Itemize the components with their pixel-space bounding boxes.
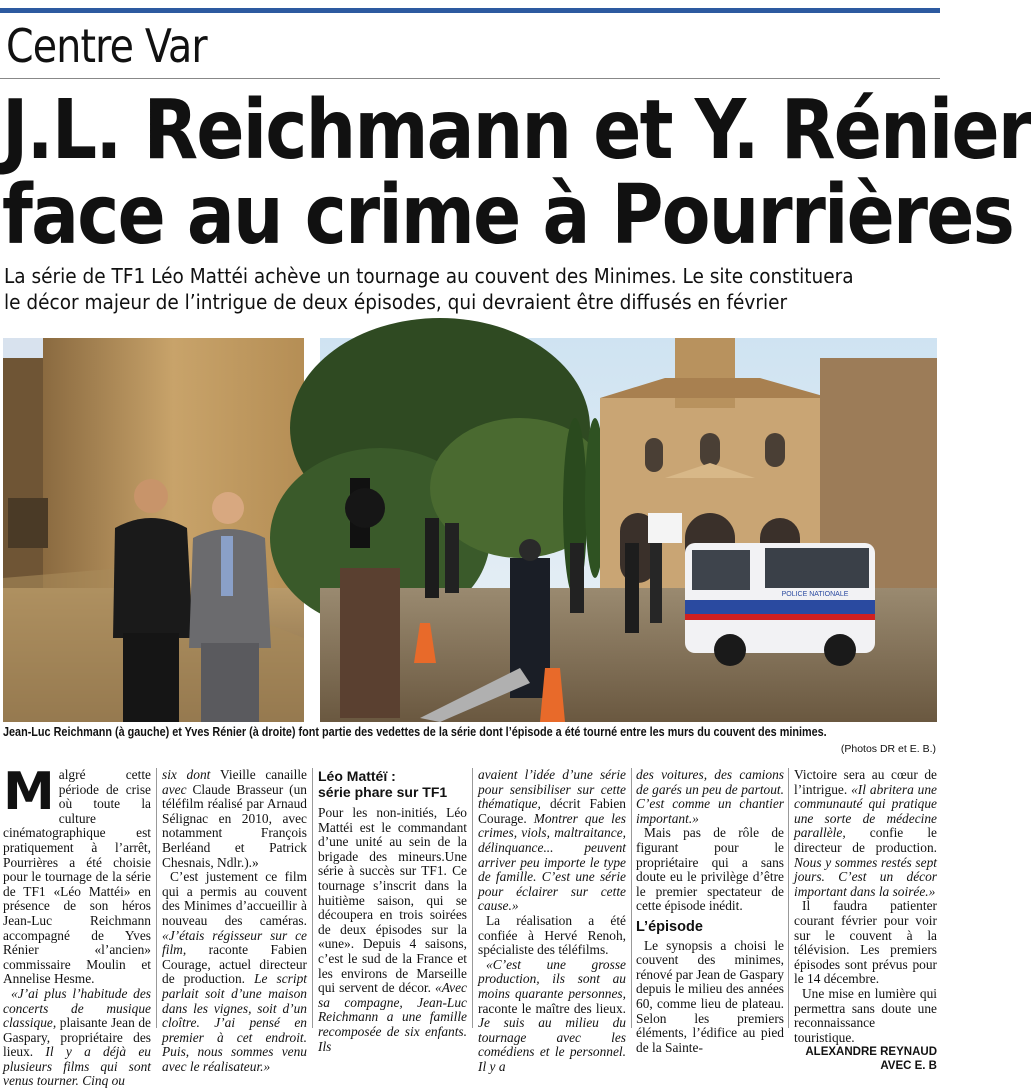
subheadline-line-1: La série de TF1 Léo Mattéi achève un tournage au couvent des Minimes. Le site constituera xyxy=(4,264,854,288)
top-color-bar xyxy=(0,8,940,13)
van-label: POLICE NATIONALE xyxy=(781,591,849,598)
author-signature: ALEXANDRE REYNAUD AVEC E. B xyxy=(805,1046,937,1073)
column-divider xyxy=(312,768,313,1028)
paragraph: Le synopsis a choisi le couvent des minimes, rénové par Jean de Gaspary depuis le milieu des années 60, comme lieu de plateau. Selon les premiers éléments, l’édifice au pied de la Sainte- xyxy=(636,937,784,1055)
paragraph: «J’ai plus l’habitude des concerts de musique classique, plaisante Jean de Gaspary, propriétaire des lieux. Il y a déjà eu plusieurs films qui sont venus tourner. Cinq ou xyxy=(3,985,151,1089)
article-column-1 xyxy=(3,762,151,1089)
column-divider xyxy=(788,768,789,1028)
photo-actors xyxy=(3,338,304,722)
paragraph: avaient l’idée d’une série pour sensibiliser sur cette thématique, décrit Fabien Courage. Montrer que les crimes, viols, maltraitance, délinquance... peuvent arriver peu importe le type de famille. C’est une série pour éclairer sur cette cause.» xyxy=(478,767,627,914)
article-column-5 xyxy=(636,767,784,1055)
column-divider xyxy=(631,768,632,1028)
section-subheading: L’épisode xyxy=(636,918,703,935)
paragraph: C’est justement ce film qui a permis au couvent des Minimes d’accueillir à nouveau des caméras. «J’étais régisseur sur ce film, raconte Fabien Courage, actuel directeur de production. Le script parlait soit d’une maison dans les vignes, soit d’un cloître. J’ai pensé en premier à cet endroit. Puis, nous sommes venu avec le réalisateur.» xyxy=(162,869,307,1074)
section-title: Centre Var xyxy=(6,19,207,73)
subheadline xyxy=(4,263,938,315)
photo-caption: Jean-Luc Reichmann (à gauche) et Yves Rénier (à droite) font partie des vedettes de la série dont l’épisode a été tourné entre les murs du couvent des minimes. xyxy=(3,725,827,739)
paragraph: «C’est une grosse production, ils sont au moins quarante personnes, raconte le maître des lieux. Je suis au milieu du tournage avec les comédiens et le personnel. Il y a xyxy=(478,956,626,1074)
column-divider xyxy=(472,768,473,1028)
paragraph: Une mise en lumière qui permettra sans doute une reconnaissance touristique. xyxy=(794,985,937,1045)
paragraph: Victoire sera au cœur de l’intrigue. «Il abritera une communauté qui pratique une sorte de médecine parallèle, confie le directeur de production. Nous y sommes restés sept jours. C’est un décor important dans la soirée.» xyxy=(794,767,938,899)
paragraph: Il faudra patienter courant février pour voir sur le couvent à la télévision. Les premiers épisodes sont prévus pour le 14 décembre. xyxy=(794,898,937,987)
header-rule xyxy=(0,78,940,79)
article-column-3 xyxy=(318,768,467,1054)
headline-line-2: face au crime à Pourrières xyxy=(2,168,1014,263)
headline-line-1: J.L. Reichmann et Y. Rénier xyxy=(2,83,1031,178)
paragraph: Mais pas de rôle de figurant pour le propriétaire qui a sans doute eu le privilège d’être le premier spectateur de cette épisode inédit. xyxy=(636,825,784,914)
article-column-2 xyxy=(162,767,307,1074)
article-column-4 xyxy=(478,767,627,1074)
article-column-6 xyxy=(794,767,938,1073)
photo-credit: (Photos DR et E. B.) xyxy=(840,743,936,755)
paragraph: des voitures, des camions de garés un peu de partout. C’est comme un chantier important.» xyxy=(636,767,784,826)
headline xyxy=(2,83,1031,263)
column-divider xyxy=(156,768,157,1028)
paragraph: Pour les non-initiés, Léo Mattéi est le commandant d’une unité au sein de la brigade des mineurs.Une série à succès sur TF1. Ce tournage s’inscrit dans la huitième saison, qui se découpera en trois soirées de deux épisodes sur la «une». Depuis 4 saisons, c’est le sud de la France et les environs de Marseille qui servent de décor. «Avec sa compagne, Jean-Luc Reichmann a une famille recomposée de six enfants. Ils xyxy=(318,805,467,1054)
paragraph: Malgré cette période de crise où toute la culture cinématographique est pratiquement à l’arrêt, Pourrières a été choisie pour le tournage de la série de TF1 «Léo Mattéi» en présence de son héros Jean-Luc Reichmann accompagné de Yves Rénier «l’ancien» commissaire Moulin et Annelise Hesme. xyxy=(3,762,151,987)
drop-cap: M xyxy=(3,762,55,822)
paragraph: six dont Vieille canaille avec Claude Brasseur (un téléfilm réalisé par Arnaud Sélignac en 2010, avec notamment François Berléand et Patrick Chesnais, Ndlr.).» xyxy=(162,767,307,870)
paragraph: La réalisation a été confiée à Hervé Renoh, spécialiste des téléfilms. xyxy=(478,912,626,958)
photo-film-set xyxy=(320,338,937,722)
subheadline-line-2: le décor majeur de l’intrigue de deux épisodes, qui devraient être diffusés en février xyxy=(4,290,788,314)
sidebar-heading: Léo Mattéï : série phare sur TF1 xyxy=(318,768,448,800)
